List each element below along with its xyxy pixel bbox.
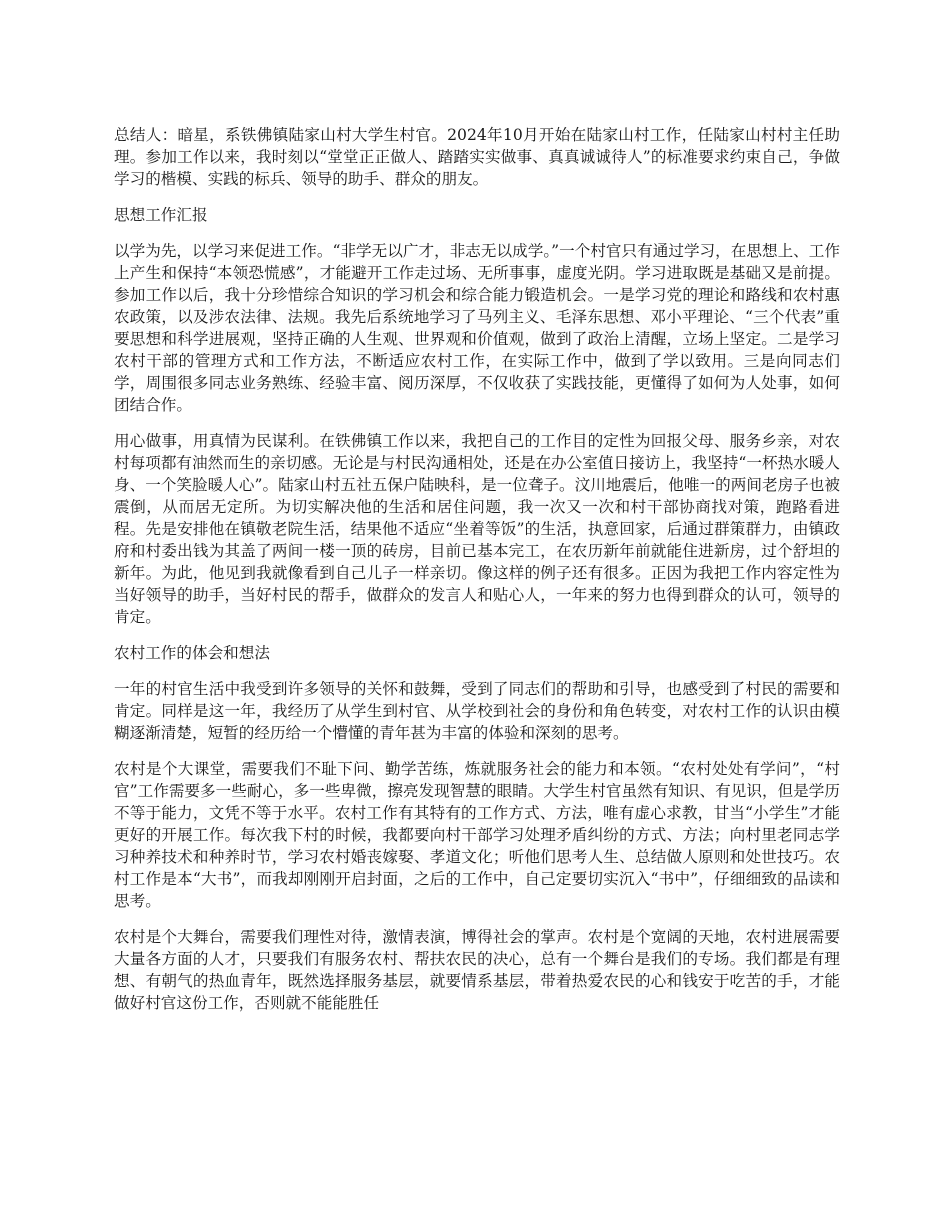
paragraph-service: 用心做事，用真情为民谋利。在铁佛镇工作以来，我把自己的工作目的定性为回报父母、服务乡亲，对农村每项都有油然而生的亲切感。无论是与村民沟通相处，还是在办公室值日接访上，我坚持“一杯热水暖人身、一个笑脸暖人心”。陆家山村五社五保户陆映科，是一位聋子。汶川地震后，他唯一的两间老房子也被震倒，从而居无定所。为切实解决他的生活和居住问题，我一次又一次和村干部协商找对策，跑路看进程。先是安排他在镇敬老院生活，结果他不适应“坐着等饭”的生活，执意回家，后通过群策群力，由镇政府和村委出钱为其盖了两间一楼一顶的砖房，目前已基本完工，在农历新年前就能住进新房，过个舒坦的新年。为此，他见到我就像看到自己儿子一样亲切。像这样的例子还有很多。正因为我把工作内容定性为当好领导的助手，当好村民的帮手，做群众的发言人和贴心人，一年来的努力也得到群众的认可，领导的肯定。 [114,432,840,626]
paragraph-year-summary: 一年的村官生活中我受到许多领导的关怀和鼓舞，受到了同志们的帮助和引导，也感受到了村民的需要和肯定。同样是这一年，我经历了从学生到村官、从学校到社会的身份和角色转变，对农村工作的认识由模糊逐渐清楚，短暂的经历给一个懵懂的青年甚为丰富的体验和深刻的思考。 [114,680,840,742]
paragraph-classroom: 农村是个大课堂，需要我们不耻下问、勤学苦练，炼就服务社会的能力和本领。“农村处处有学问”，“村官”工作需要多一些耐心，多一些卑微，擦亮发现智慧的眼睛。大学生村官虽然有知识、有见识，但是学历不等于能力，文凭不等于水平。农村工作有其特有的工作方式、方法，唯有虚心求教，甘当“小学生”才能更好的开展工作。每次我下村的时候，我都要向村干部学习处理矛盾纠纷的方式、方法；向村里老同志学习种养技术和种养时节，学习农村婚丧嫁娶、孝道文化；听他们思考人生、总结做人原则和处世技巧。农村工作是本“大书”，而我却刚刚开启封面，之后的工作中，自己定要切实沉入“书中”，仔细细致的品读和思考。 [114,760,840,910]
document-body [114,124,840,1028]
section-heading-experience: 农村工作的体会和想法 [114,644,270,662]
section-heading-thought-report: 思想工作汇报 [114,206,208,224]
paragraph-intro: 总结人：暗星，系铁佛镇陆家山村大学生村官。2024年10月开始在陆家山村工作，任陆家山村村主任助理。参加工作以来，我时刻以“堂堂正正做人、踏踏实实做事、真真诚诚待人”的标准要求约束自己，争做学习的楷模、实践的标兵、领导的助手、群众的朋友。 [114,126,840,188]
paragraph-study: 以学为先，以学习来促进工作。“非学无以广才，非志无以成学。”一个村官只有通过学习，在思想上、工作上产生和保持“本领恐慌感”，才能避开工作走过场、无所事事，虚度光阴。学习进取既是基础又是前提。参加工作以后，我十分珍惜综合知识的学习机会和综合能力锻造机会。一是学习党的理论和路线和农村惠农政策，以及涉农法律、法规。我先后系统地学习了马列主义、毛泽东思想、邓小平理论、“三个代表”重要思想和科学进展观，坚持正确的人生观、世界观和价值观，做到了政治上清醒，立场上坚定。二是学习农村干部的管理方式和工作方法，不断适应农村工作，在实际工作中，做到了学以致用。三是向同志们学，周围很多同志业务熟练、经验丰富、阅历深厚，不仅收获了实践技能，更懂得了如何为人处事，如何团结合作。 [114,242,840,414]
paragraph-stage: 农村是个大舞台，需要我们理性对待，激情表演，博得社会的掌声。农村是个宽阔的天地，农村进展需要大量各方面的人才，只要我们有服务农村、帮扶农民的决心，总有一个舞台是我们的专场。我们都是有理想、有朝气的热血青年，既然选择服务基层，就要情系基层，带着热爱农民的心和钱安于吃苦的手，才能做好村官这份工作，否则就不能能胜任 [114,928,840,1012]
